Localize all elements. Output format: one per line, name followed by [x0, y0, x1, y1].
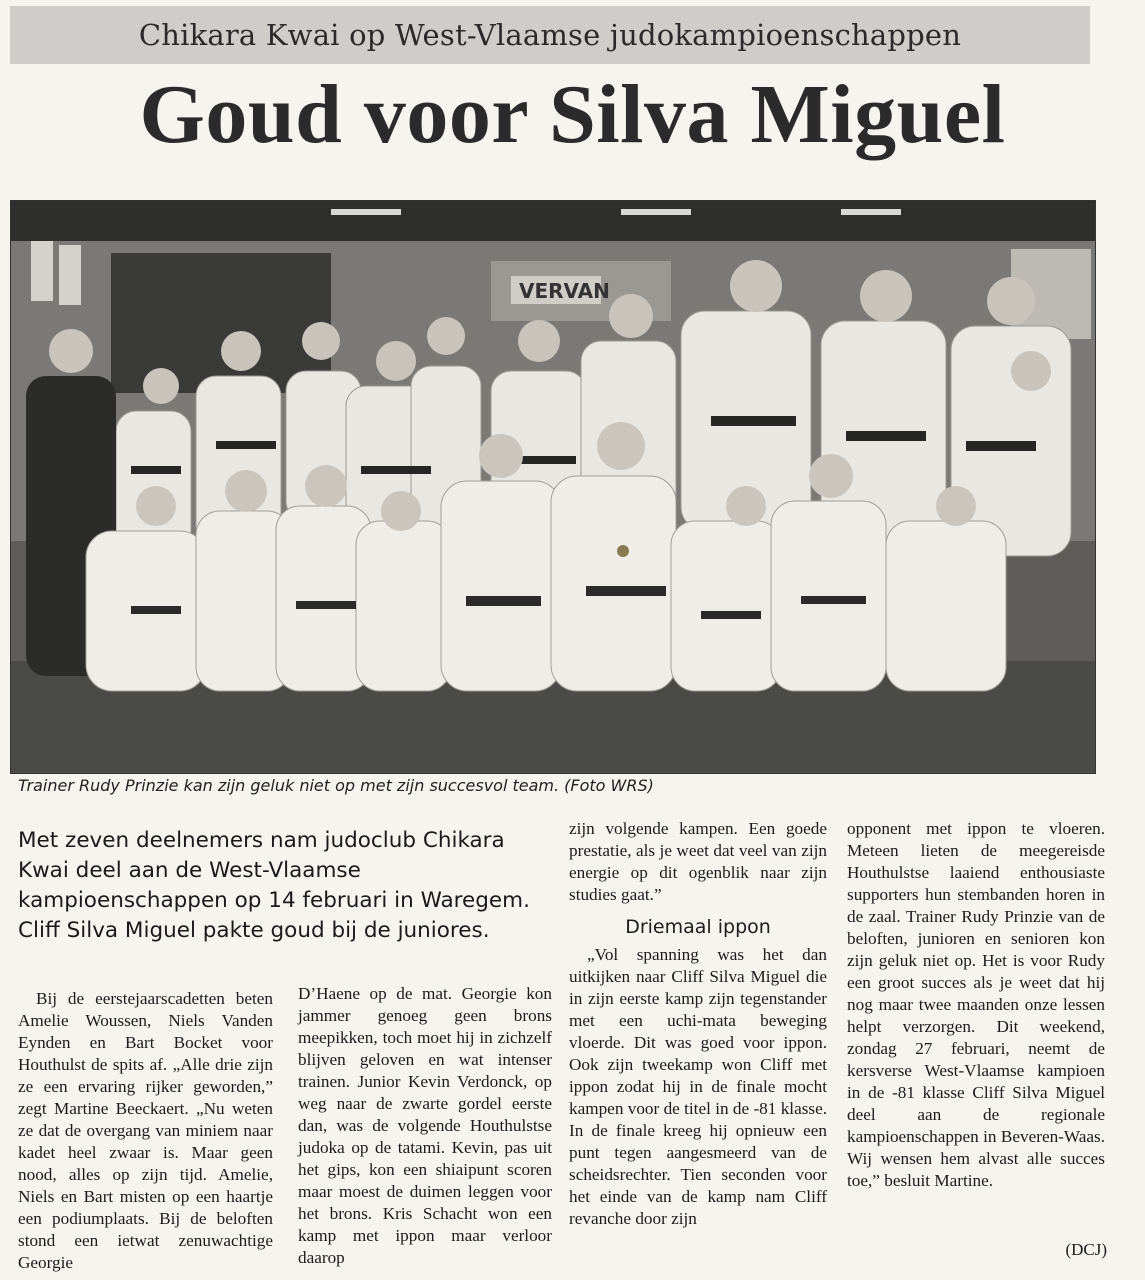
- column-4: [847, 818, 1105, 1192]
- author-signature: (DCJ): [1065, 1240, 1107, 1259]
- team-photo: [10, 200, 1096, 774]
- column-3-top-text: zijn volgende kampen. Een goede prestatie, als je weet dat veel van zijn energie op dit ogenblik naar zijn studies gaat.”: [569, 819, 827, 904]
- article-kicker: Chikara Kwai op West-Vlaamse judokampioenschappen: [10, 6, 1090, 64]
- column-1: [18, 988, 273, 1274]
- team-photo-illustration: [11, 201, 1095, 773]
- column-2-text: D’Haene op de mat. Georgie kon jammer genoeg geen brons meepikken, toch moet hij in zichzelf blijven geloven en wat intenser trainen. Junior Kevin Verdonck, op weg naar de zwarte gordel eerste dan, was de volgende Houthulstse judoka op de tatami. Kevin, pas uit het gips, kon een shiaipunt scoren maar moest de duimen leggen voor het brons. Kris Schacht won een kamp met ippon maar verloor daarop: [298, 984, 552, 1267]
- photo-caption: Trainer Rudy Prinzie kan zijn geluk niet op met zijn succesvol team. (Foto WRS): [18, 776, 654, 795]
- article-headline: Goud voor Silva Miguel: [139, 68, 1006, 161]
- column-3-bottom-text: „Vol spanning was het dan uitkijken naar Cliff Silva Miguel die in zijn eerste kamp zijn tegenstander met een uchi-mata beweging vloerde. Dit was goed voor ippon. Ook zijn tweekamp won Cliff met ippon zodat hij in de finale mocht kampen voor de titel in de -81 klasse. In de finale kreeg hij opnieuw een punt tegen aangesmeerd van de scheidsrechter. Tien seconden voor het einde van de kamp nam Cliff revanche door zijn: [569, 945, 827, 1228]
- wall-banner-text: VERVAN: [519, 279, 610, 303]
- column-3: [569, 818, 827, 1230]
- column-4-text: opponent met ippon te vloeren. Meteen lieten de meegereisde Houthulstse laaiend enthousiaste supporters hun stembanden horen in de zaal. Trainer Rudy Prinzie van de beloften, junioren en senioren kon zijn geluk niet op. Het is voor Rudy een groot succes als je weet dat hij nog maar twee maanden onze lessen helpt verzorgen. Dit weekend, zondag 27 februari, neemt de kersverse West-Vlaamse kampioen in de -81 klasse Cliff Silva Miguel deel aan de regionale kampioenschappen in Beveren-Waas. Wij wensen hem alvast alle succes toe,” besluit Martine.: [847, 819, 1105, 1190]
- column-1-text: Bij de eerstejaarscadetten beten Amelie Woussen, Niels Vanden Eynden en Bart Bocket voor Houthulst de spits af. „Alle drie zijn ze een ervaring rijker geworden,” zegt Martine Beeckaert. „Nu weten ze dat de overgang van miniem naar kadet heel zwaar is. Maar geen nood, alles op zijn tijd. Amelie, Niels en Bart misten op een haartje een podiumplaats. Bij de beloften stond een ietwat zenuwachtige Georgie: [18, 989, 273, 1272]
- subheading: Driemaal ippon: [625, 916, 771, 938]
- column-2: [298, 983, 552, 1269]
- article-lead: Met zeven deelnemers nam judoclub Chikara Kwai deel aan de West-Vlaamse kampioenschappen op 14 februari in Waregem. Cliff Silva Miguel pakte goud bij de juniores.: [18, 828, 530, 943]
